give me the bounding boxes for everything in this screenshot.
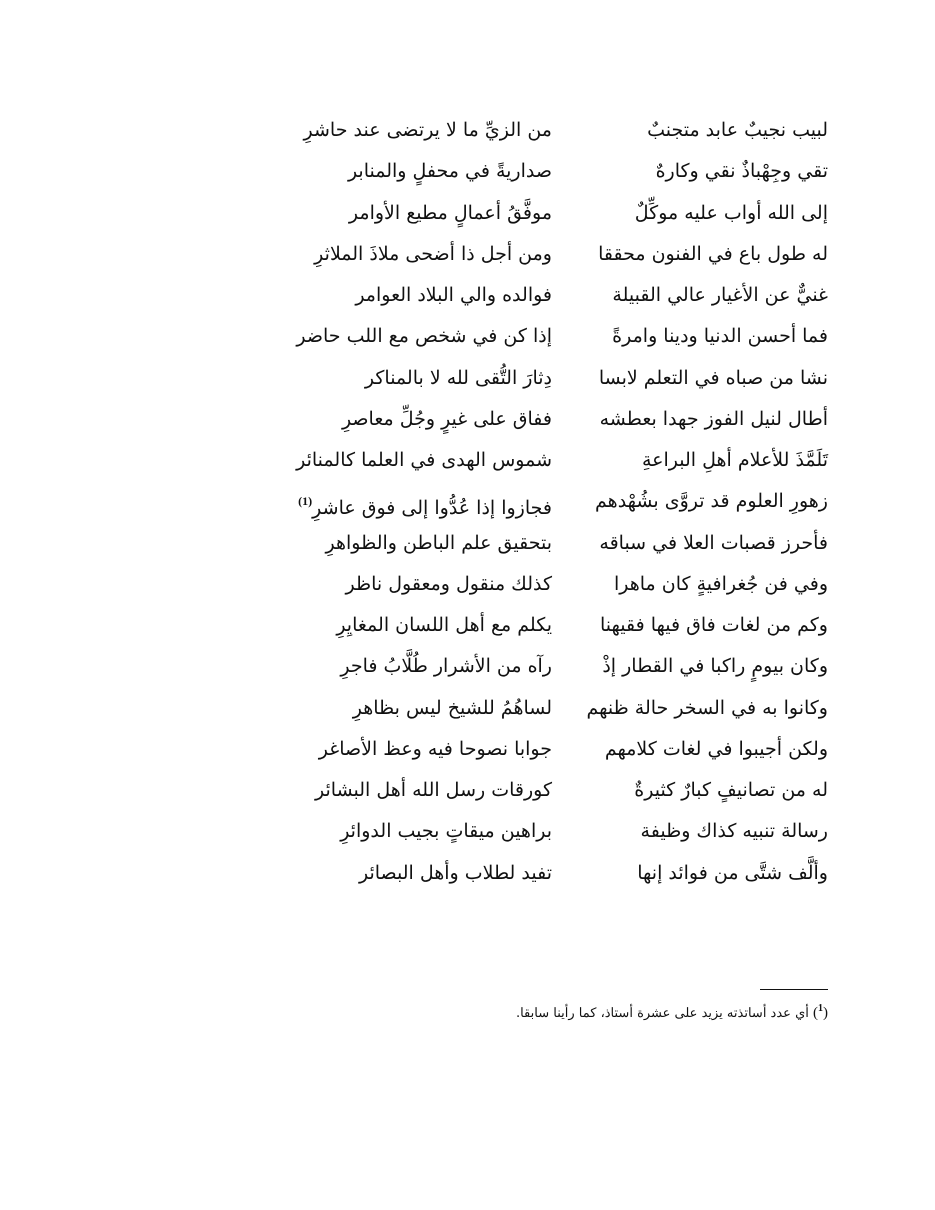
footnote	[516, 1003, 828, 1022]
first-hemistich: وكم من لغات فاق فيها فقيهنا	[599, 614, 828, 636]
second-hemistich: جوابا نصوحا فيه وعظ الأصاغر	[318, 737, 552, 760]
second-hemistich: فجازوا إذا عُدُّوا إلى فوق عاشرِ$^{(1)}$	[298, 494, 552, 520]
verse-line	[0, 151, 935, 192]
first-hemistich: وكان بيومٍ راكبا في القطار إذْ	[602, 655, 828, 678]
verse-line	[0, 110, 935, 151]
second-hemistich: كذلك منقول ومعقول ناظر	[345, 572, 552, 595]
poem	[0, 110, 935, 894]
first-hemistich: له من تصانيفٍ كبارٌ كثيرةٌ	[634, 779, 828, 801]
first-hemistich: فما أحسن الدنيا ودينا وامرةً	[612, 325, 828, 348]
verse-line	[0, 275, 935, 316]
verse-line	[0, 481, 935, 522]
first-hemistich: وفي فن جُغرافيةٍ كان ماهرا	[613, 572, 828, 595]
second-hemistich: رآه من الأشرار طُلَّابُ فاجرِ	[340, 655, 552, 678]
footnote-reference: (1)	[298, 494, 313, 509]
first-hemistich: وألَّف شتَّى من فوائد إنها	[637, 861, 828, 884]
first-hemistich: إلى الله أواب عليه موكِّلٌ	[634, 201, 828, 224]
first-hemistich: فأحرز قصبات العلا في سباقه	[599, 531, 828, 554]
verse-line	[0, 688, 935, 729]
verse-line	[0, 316, 935, 357]
second-hemistich: يكلم مع أهل اللسان المغايِرِ	[336, 614, 552, 636]
second-hemistich: فوالده والي البلاد العوامر	[355, 284, 552, 306]
first-hemistich: نشا من صباه في التعلم لابسا	[598, 366, 828, 389]
second-hemistich: موفَّقُ أعمالٍ مطيع الأوامر	[348, 201, 552, 224]
first-hemistich: له طول باع في الفنون محققا	[598, 242, 828, 265]
second-hemistich: صداريةً في محفلٍ والمنابر	[347, 160, 552, 183]
second-hemistich: ففاق على غيرٍ وجُلِّ معاصرِ	[341, 407, 552, 430]
verse-line	[0, 646, 935, 687]
verse-line	[0, 193, 935, 234]
second-hemistich: براهين ميقاتٍ بجيب الدوائرِ	[340, 820, 552, 843]
first-hemistich: تقي وجِهْباذٌ نقي وكارهٌ	[655, 160, 828, 183]
second-hemistich: شموس الهدى في العلما كالمنائر	[296, 449, 552, 471]
second-hemistich: دِثارَ التُّقى لله لا بالمناكر	[364, 366, 552, 389]
verse-line	[0, 234, 935, 275]
second-hemistich: تفيد لطلاب وأهل البصائر	[358, 861, 552, 884]
first-hemistich: وكانوا به في السخر حالة ظنهم	[586, 696, 828, 719]
first-hemistich: لبيب نجيبٌ عابد متجنبٌ	[647, 119, 828, 141]
first-hemistich: أطال لنيل الفوز جهدا بعطشه	[599, 407, 828, 430]
first-hemistich: زهورِ العلوم قد تروَّى بشُهْدهم	[595, 490, 828, 513]
footnote-number: 1	[818, 1003, 823, 1014]
first-hemistich: غنيٌّ عن الأغيار عالي القبيلة	[612, 284, 828, 306]
verse-line	[0, 523, 935, 564]
second-hemistich: ومن أجل ذا أضحى ملاذَ الملاثرِ	[314, 242, 552, 265]
second-hemistich: من الزيِّ ما لا يرتضى عند حاشرِ	[303, 119, 552, 141]
verse-line	[0, 440, 935, 481]
footnote-divider	[760, 989, 828, 990]
first-hemistich: ولكن أجيبوا في لغات كلامهم	[604, 737, 828, 760]
verse-line	[0, 811, 935, 852]
second-hemistich: إذا كن في شخص مع اللب حاضر	[296, 325, 552, 348]
verse-line	[0, 729, 935, 770]
second-hemistich: كورقات رسل الله أهل البشائر	[315, 779, 552, 801]
second-hemistich: بتحقيق علم الباطن والظواهرِ	[325, 531, 552, 554]
verse-line	[0, 853, 935, 894]
first-hemistich: رسالة تنبيه كذاك وظيفة	[640, 820, 828, 843]
verse-line	[0, 399, 935, 440]
footnote-marker: ($^1$)	[813, 1003, 828, 1021]
verse-line	[0, 605, 935, 646]
footnote-text: أي عدد أساتذته يزيد على عشرة أستاذ، كما رأينا سابقا.	[515, 1006, 809, 1021]
second-hemistich: لساهُمُ للشيخ ليس بظاهرِ	[352, 696, 552, 719]
first-hemistich: تَلَمَّذَ للأعلام أهلِ البراعةِ	[642, 449, 828, 471]
verse-line	[0, 770, 935, 811]
verse-line	[0, 358, 935, 399]
verse-line	[0, 564, 935, 605]
